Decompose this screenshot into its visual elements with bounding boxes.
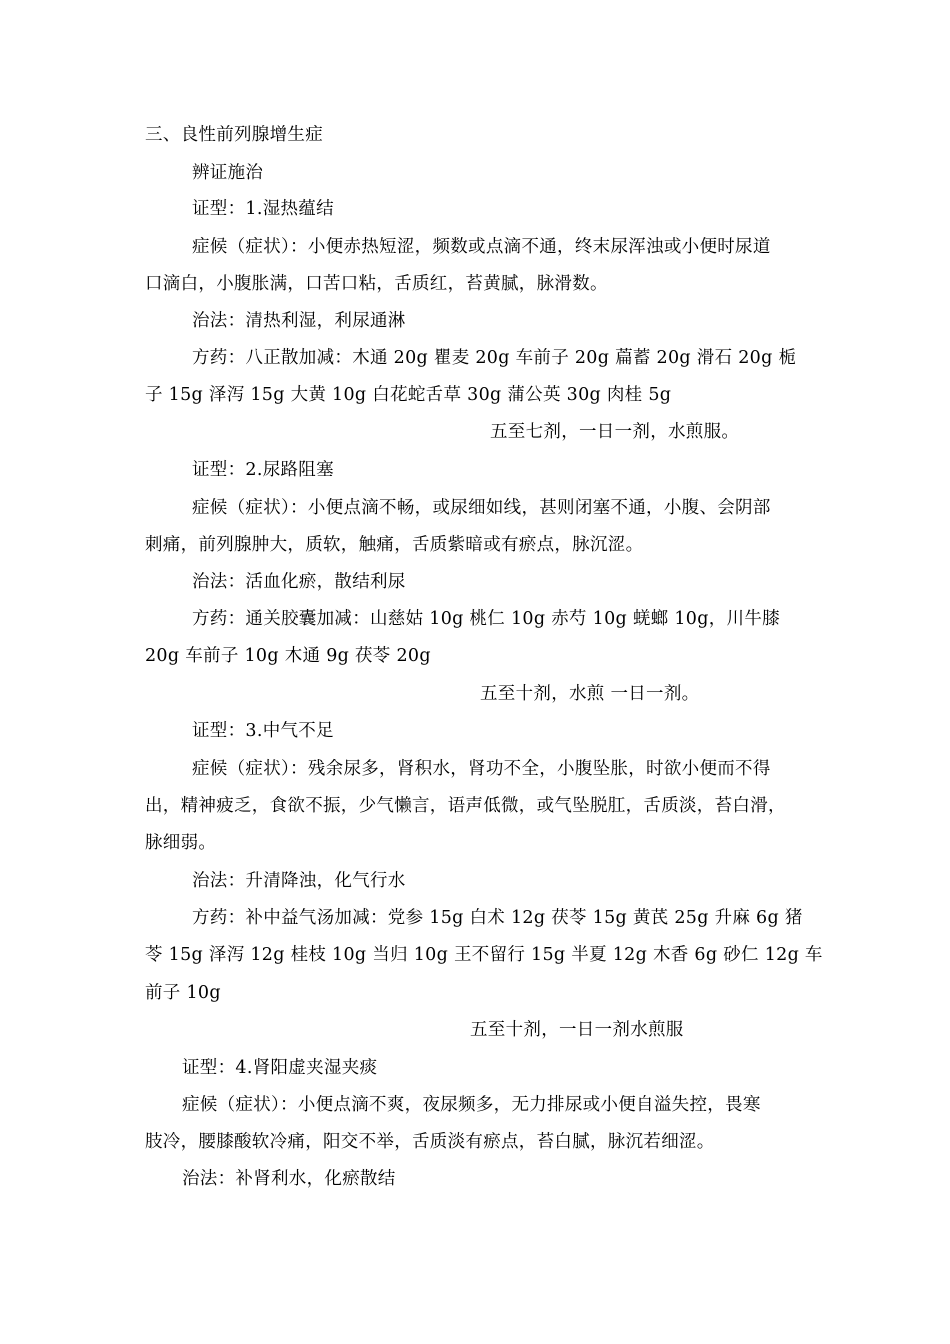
pattern-1-treatment: 治法：清热利湿，利尿通淋	[192, 311, 406, 331]
pattern-2-symptoms-line-1: 症候（症状）：小便点滴不畅，或尿细如线，甚则闭塞不通，小腹、会阴部	[192, 498, 771, 518]
pattern-1-symptoms-line-1: 症候（症状）：小便赤热短涩，频数或点滴不通，终末尿浑浊或小便时尿道	[192, 237, 771, 257]
pattern-4-symptoms-line-2: 肢冷，腰膝酸软冷痛，阳交不举，舌质淡有瘀点，苔白腻，脉沉若细涩。	[145, 1132, 715, 1152]
pattern-2-title: 证型：2.尿路阻塞	[192, 460, 334, 480]
section-heading: 三、良性前列腺增生症	[145, 125, 323, 145]
pattern-3-dosage: 五至十剂，一日一剂水煎服	[470, 1020, 684, 1040]
pattern-1-dosage: 五至七剂，一日一剂，水煎服。	[490, 422, 740, 442]
pattern-2-symptoms-line-2: 刺痛，前列腺肿大，质软，触痛，舌质紫暗或有瘀点，脉沉涩。	[145, 535, 644, 555]
pattern-2-prescription-line-2: 20g 车前子 10g 木通 9g 茯苓 20g	[145, 646, 431, 666]
pattern-2-treatment: 治法：活血化瘀，散结利尿	[192, 572, 406, 592]
pattern-2-prescription-line-1: 方药：通关胶囊加减：山慈姑 10g 桃仁 10g 赤芍 10g 蜣螂 10g，川牛膝	[192, 609, 780, 629]
subheading: 辨证施治	[192, 163, 264, 183]
pattern-4-treatment: 治法：补肾利水，化瘀散结	[182, 1169, 396, 1189]
pattern-3-prescription-line-2: 苓 15g 泽泻 12g 桂枝 10g 当归 10g 王不留行 15g 半夏 12g 木香 6g 砂仁 12g 车	[145, 945, 823, 965]
pattern-4-title: 证型：4.肾阳虚夹湿夹痰	[182, 1058, 378, 1078]
pattern-3-symptoms-line-3: 脉细弱。	[145, 833, 217, 853]
pattern-3-symptoms-line-1: 症候（症状）：残余尿多，肾积水，肾功不全，小腹坠胀，时欲小便而不得	[192, 759, 771, 779]
pattern-1-title: 证型：1.湿热蕴结	[192, 199, 334, 219]
pattern-1-prescription-line-2: 子 15g 泽泻 15g 大黄 10g 白花蛇舌草 30g 蒲公英 30g 肉桂 5g	[145, 385, 672, 405]
pattern-3-prescription-line-1: 方药：补中益气汤加减：党参 15g 白术 12g 茯苓 15g 黄芪 25g 升麻 6g 猪	[192, 908, 803, 928]
pattern-3-symptoms-line-2: 出，精神疲乏，食欲不振，少气懒言，语声低微，或气坠脱肛，舌质淡，苔白滑，	[145, 796, 786, 816]
pattern-4-symptoms-line-1: 症候（症状）：小便点滴不爽，夜尿频多，无力排尿或小便自溢失控，畏寒	[182, 1095, 761, 1115]
pattern-1-prescription-line-1: 方药：八正散加减：木通 20g 瞿麦 20g 车前子 20g 萹蓄 20g 滑石 20g 栀	[192, 348, 797, 368]
pattern-3-treatment: 治法：升清降浊，化气行水	[192, 871, 406, 891]
pattern-3-title: 证型：3.中气不足	[192, 721, 334, 741]
pattern-1-symptoms-line-2: 口滴白，小腹胀满，口苦口粘，舌质红，苔黄腻，脉滑数。	[145, 274, 608, 294]
pattern-2-dosage: 五至十剂，水煎 一日一剂。	[480, 684, 700, 704]
pattern-3-prescription-line-3: 前子 10g	[145, 983, 221, 1003]
